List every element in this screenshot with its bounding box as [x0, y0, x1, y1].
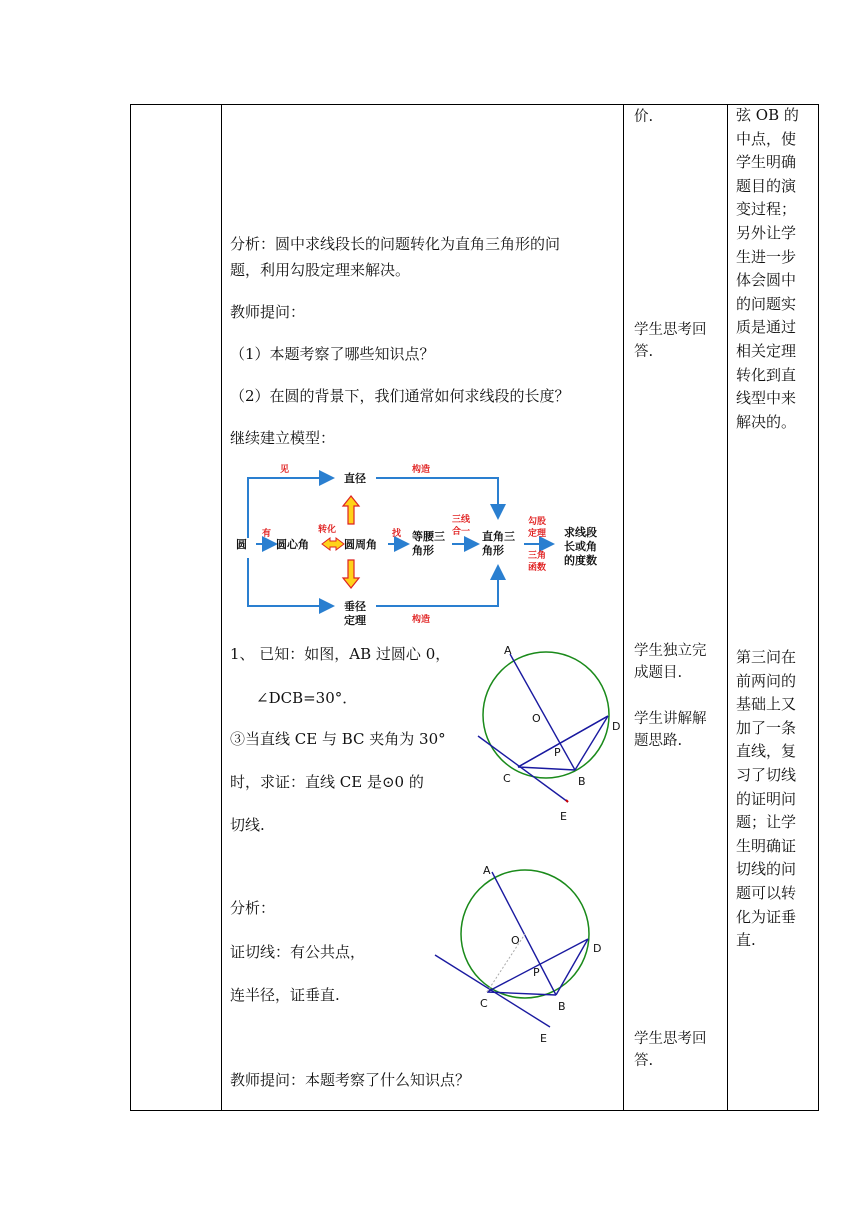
col-divider-3	[727, 105, 728, 1110]
analysis-2-title: 分析：	[230, 899, 276, 917]
svg-text:A: A	[504, 644, 512, 657]
svg-text:求线段: 求线段	[564, 526, 597, 539]
bottom-left-arrow	[248, 558, 331, 606]
analysis-2-line-3: 连半径，证垂直.	[230, 986, 340, 1004]
svg-text:E: E	[540, 1032, 547, 1045]
analysis-1-line-2: 题，利用勾股定理来解决。	[230, 261, 411, 279]
student-eval: 价.	[634, 109, 654, 125]
svg-text:函数: 函数	[528, 563, 547, 573]
svg-text:三线: 三线	[452, 515, 471, 525]
svg-text:见: 见	[280, 465, 290, 475]
svg-text:角形: 角形	[412, 544, 434, 557]
student-think-1: 学生思考回 答.	[634, 322, 707, 360]
student-solve: 学生独立完 成题目.	[634, 643, 707, 681]
svg-text:D: D	[612, 720, 621, 733]
col-divider-2	[623, 105, 624, 1110]
svg-text:圆心角: 圆心角	[276, 538, 309, 551]
svg-text:B: B	[558, 1000, 566, 1013]
svg-text:合一: 合一	[452, 527, 471, 537]
geometry-figure-2	[430, 862, 615, 1047]
svg-text:垂径: 垂径	[344, 600, 366, 613]
svg-text:P: P	[533, 966, 540, 979]
svg-text:E: E	[560, 810, 567, 823]
svg-text:长或角: 长或角	[564, 540, 597, 553]
analysis-1-line-1: 分析：圆中求线段长的问题转化为直角三角形的问	[230, 235, 561, 253]
teacher-question-label: 教师提问：	[230, 303, 306, 321]
design-note-2: 第三问在 前两问的 基础上又 加了一条 直线，复 习了切线 的证明问 题；让学 生明确证 切线的问 题可以转 化为证垂 直.	[736, 648, 797, 950]
svg-text:三角: 三角	[528, 551, 547, 561]
svg-text:定理: 定理	[344, 614, 366, 627]
problem-line-2: ∠DCB=30°．	[256, 689, 358, 707]
knowledge-flow-diagram	[226, 460, 621, 630]
svg-text:构造: 构造	[412, 465, 431, 475]
svg-text:等腰三: 等腰三	[412, 530, 445, 543]
svg-text:圆: 圆	[236, 538, 247, 551]
problem-line-5: 切线.	[230, 816, 265, 834]
model-heading: 继续建立模型：	[230, 429, 336, 447]
svg-text:定理: 定理	[528, 529, 547, 539]
problem-line-4: 时，求证：直线 CE 是⊙0 的	[230, 773, 424, 791]
svg-text:圆周角: 圆周角	[344, 538, 377, 551]
geometry-figure-1	[470, 640, 630, 825]
col-divider-1	[221, 105, 222, 1110]
svg-text:P: P	[554, 746, 561, 759]
svg-text:A: A	[483, 864, 491, 877]
svg-text:直径: 直径	[344, 472, 366, 485]
svg-text:的度数: 的度数	[564, 554, 597, 567]
problem-line-3: ③当直线 CE 与 BC 夹角为 30°	[230, 730, 446, 748]
svg-text:直角三: 直角三	[482, 530, 515, 543]
analysis-2-line-2: 证切线：有公共点，	[230, 943, 366, 961]
up-arrow-icon	[343, 496, 359, 524]
svg-text:角形: 角形	[482, 544, 504, 557]
problem-line-1: 1、 已知：如图，AB 过圆心 0，	[230, 645, 451, 663]
svg-text:转化: 转化	[318, 525, 337, 535]
top-right-arrow	[376, 478, 498, 516]
student-think-2: 学生思考回 答.	[634, 1031, 707, 1069]
svg-text:B: B	[578, 775, 586, 788]
svg-text:有: 有	[262, 529, 272, 539]
svg-text:D: D	[593, 942, 602, 955]
design-note-1: 弦 OB 的 中点，使 学生明确 题目的演 变过程； 另外让学 生进一步 体会圆中 的问题实 质是通过 相关定理 转化到直 线型中来 解决的。	[736, 106, 799, 431]
svg-text:构造: 构造	[412, 615, 431, 625]
svg-text:找: 找	[392, 529, 402, 539]
question-1: （1）本题考察了哪些知识点？	[230, 345, 435, 363]
svg-text:勾股: 勾股	[528, 517, 547, 527]
double-arrow-icon	[322, 538, 344, 550]
down-arrow-icon	[343, 560, 359, 588]
svg-text:C: C	[503, 772, 511, 785]
svg-text:C: C	[480, 997, 488, 1010]
student-explain: 学生讲解解 题思路.	[634, 711, 707, 749]
bottom-right-arrow	[376, 568, 498, 606]
question-2: （2）在圆的背景下，我们通常如何求线段的长度？	[230, 387, 570, 405]
teacher-question-2: 教师提问：本题考察了什么知识点？	[230, 1071, 471, 1089]
svg-text:O: O	[511, 934, 520, 947]
svg-text:O: O	[532, 712, 541, 725]
